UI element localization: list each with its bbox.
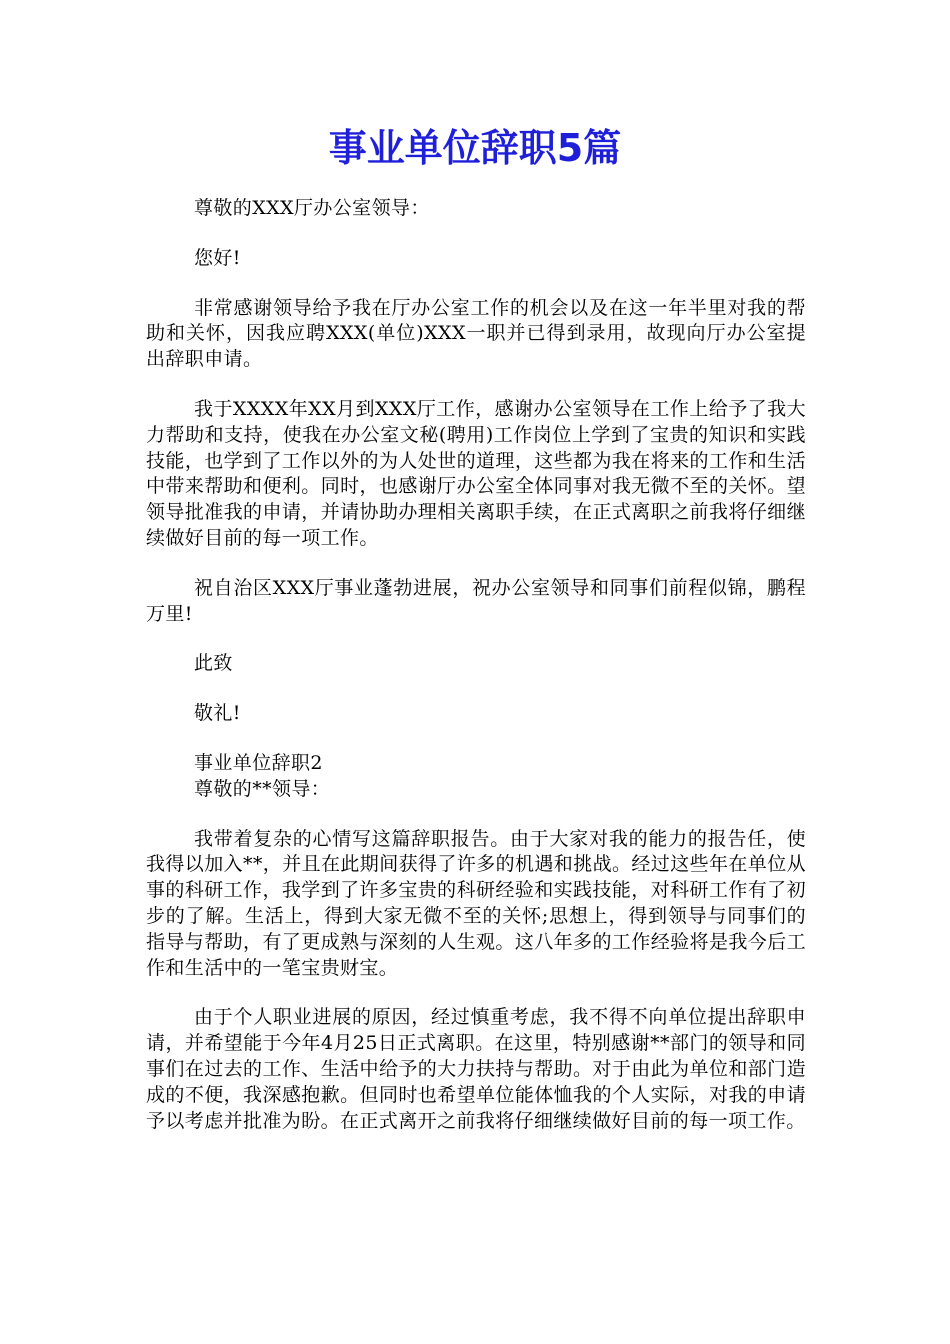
paragraph: 我带着复杂的心情写这篇辞职报告。由于大家对我的能力的报告任，使我得以加入**，并且在此期间获得了许多的机遇和挑战。经过这些年在单位从事的科研工作，我学到了许多宝贵的科研经验和实践技能，对科研工作有了初步的了解。生活上，得到大家无微不至的关怀;思想上，得到领导与同事们的指导与帮助，有了更成熟与深刻的人生观。这八年多的工作经验将是我今后工作和生活中的一笔宝贵财宝。 xyxy=(146,827,807,979)
document-title: 事业单位辞职5篇 xyxy=(328,126,622,170)
document-body xyxy=(146,196,806,1158)
closing-line: 此致 xyxy=(194,652,233,675)
section-heading: 事业单位辞职2 xyxy=(194,751,323,774)
paragraph: 我于XXXX年XX月到XXX厅工作，感谢办公室领导在工作上给予了我大力帮助和支持，使我在办公室文秘(聘用)工作岗位上学到了宝贵的知识和实践技能，也学到了工作以外的为人处世的道理，这些都为我在将来的工作和生活中带来帮助和便利。同时，也感谢厅办公室全体同事对我无微不至的关怀。望领导批准我的申请，并请协助办理相关离职手续，在正式离职之前我将仔细继续做好目前的每一项工作。 xyxy=(146,397,806,549)
greeting: 您好! xyxy=(194,246,241,269)
paragraph: 非常感谢领导给予我在厅办公室工作的机会以及在这一年半里对我的帮助和关怀，因我应聘XXX(单位)XXX一职并已得到录用，故现向厅办公室提出辞职申请。 xyxy=(146,296,806,371)
closing-regards: 敬礼! xyxy=(194,702,241,725)
salutation: 尊敬的XXX厅办公室领导： xyxy=(194,197,430,219)
paragraph: 祝自治区XXX厅事业蓬勃进展，祝办公室领导和同事们前程似锦，鹏程万里! xyxy=(146,576,806,625)
salutation: 尊敬的**领导： xyxy=(194,777,331,800)
paragraph: 由于个人职业进展的原因，经过慎重考虑，我不得不向单位提出辞职申请，并希望能于今年4月25日正式离职。在这里，特别感谢**部门的领导和同事们在过去的工作、生活中给予的大力扶持与帮助。对于由此为单位和部门造成的不便，我深感抱歉。但同时也希望单位能体恤我的个人实际，对我的申请予以考虑并批准为盼。在正式离开之前我将仔细继续做好目前的每一项工作。 xyxy=(146,1006,806,1132)
